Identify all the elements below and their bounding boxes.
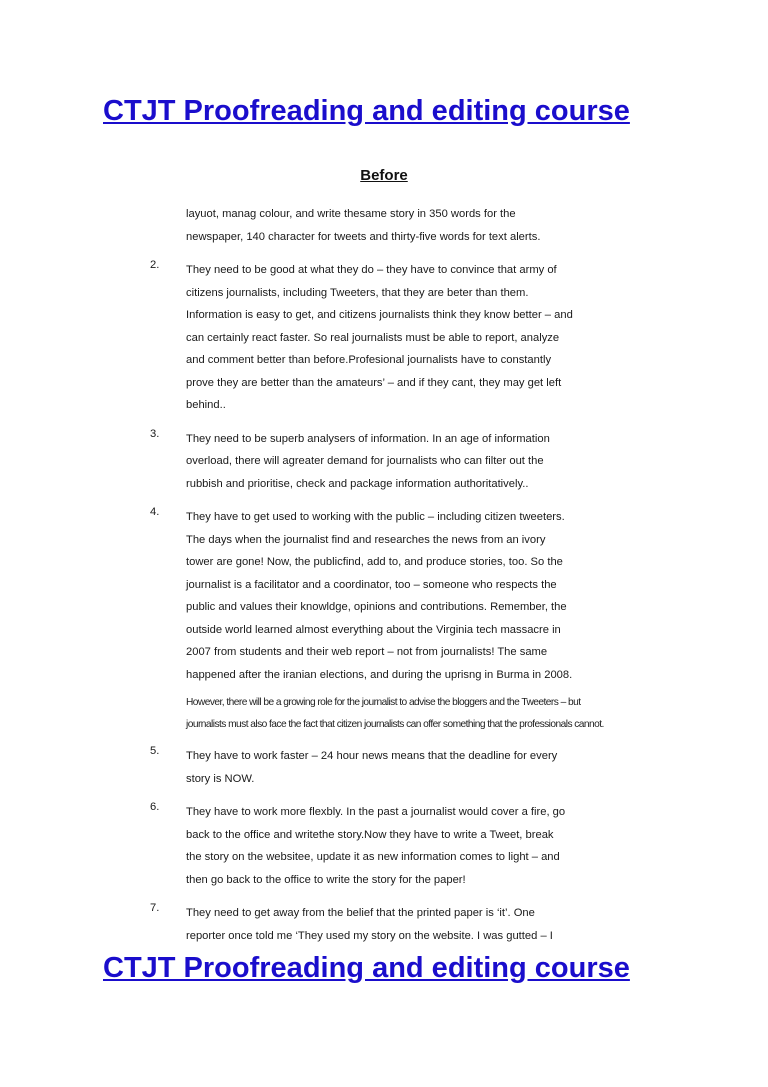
list-item-2	[146, 259, 616, 417]
text-line: public and values their knowldge, opinions and contributions. Remember, the	[186, 601, 567, 613]
text-line: They need to get away from the belief that the printed paper is ‘it’. One	[186, 907, 535, 919]
list-item-7	[146, 902, 616, 947]
text-line: They have to work faster – 24 hour news means that the deadline for every	[186, 750, 558, 762]
text-line: overload, there will agreater demand for journalists who can filter out the	[186, 455, 544, 467]
item-number: 4.	[150, 506, 160, 518]
text-line: happened after the iranian elections, and during the uprisng in Burma in 2008.	[186, 668, 573, 681]
text-line: and comment better than before.Profesional journalists have to constantly	[186, 354, 552, 366]
text-line: They need to be superb analysers of information. In an age of information	[186, 432, 550, 445]
text-line: journalist is a facilitator and a coordinator, too – someone who respects the	[186, 578, 557, 591]
list-item-5	[146, 745, 616, 790]
text-line: tower are gone! Now, the publicfind, add to, and produce stories, too. So the	[186, 556, 563, 568]
list-item-3	[146, 428, 616, 496]
text-line: outside world learned almost everything about the Virginia tech massacre in	[186, 623, 561, 636]
text-line: rubbish and prioritise, check and package information authoritatively..	[186, 477, 529, 490]
text-line: The days when the journalist find and researches the news from an ivory	[186, 533, 546, 546]
text-line: can certainly react faster. So real journalists must be able to report, analyze	[186, 331, 560, 344]
text-line: layuot, manag colour, and write thesame story in 350 words for the	[186, 208, 516, 220]
list-item-4	[146, 506, 616, 686]
item-number: 7.	[150, 902, 160, 914]
text-line: prove they are better than the amateurs’ – and if they cant, they may get left	[186, 376, 562, 389]
text-line: They have to get used to working with the public – including citizen tweeters.	[186, 511, 565, 523]
item-number: 5.	[150, 745, 160, 757]
text-line: then go back to the office to write the story for the paper!	[186, 873, 466, 886]
text-line: the story on the websitee, update it as new information comes to light – and	[186, 851, 560, 863]
list-item-6	[146, 801, 616, 891]
item-number: 6.	[150, 801, 160, 813]
text-line: reporter once told me ‘They used my story on the website. I was gutted – I	[186, 929, 553, 942]
page-title-link[interactable]: CTJT Proofreading and editing course	[103, 95, 630, 127]
intro-paragraph	[146, 203, 616, 248]
text-line: story is NOW.	[186, 772, 255, 785]
item-number: 3.	[150, 427, 160, 440]
item-number: 2.	[150, 259, 160, 271]
added-note-line: journalists must also face the fact that citizen journalists can offer something that the professionals cannot.	[186, 719, 604, 730]
scanned-document	[146, 203, 616, 947]
text-line: Information is easy to get, and citizens journalists think they know better – and	[186, 309, 573, 321]
text-line: They have to work more flexbly. In the past a journalist would cover a fire, go	[186, 806, 566, 818]
text-line: newspaper, 140 character for tweets and thirty-five words for text alerts.	[186, 230, 541, 243]
text-line: back to the office and writethe story.Now they have to write a Tweet, break	[186, 828, 554, 841]
text-line: behind..	[186, 399, 226, 411]
text-line: 2007 from students and their web report – not from journalists! The same	[186, 646, 548, 658]
text-line: citizens journalists, including Tweeters, that they are beter than them.	[186, 286, 529, 299]
added-note-line: However, there will be a growing role for the journalist to advise the bloggers and the Tweeters – but	[186, 697, 581, 708]
before-heading: Before	[360, 167, 408, 184]
text-line: They need to be good at what they do – they have to convince that army of	[186, 264, 557, 276]
footer-title-link[interactable]: CTJT Proofreading and editing course	[103, 952, 630, 984]
